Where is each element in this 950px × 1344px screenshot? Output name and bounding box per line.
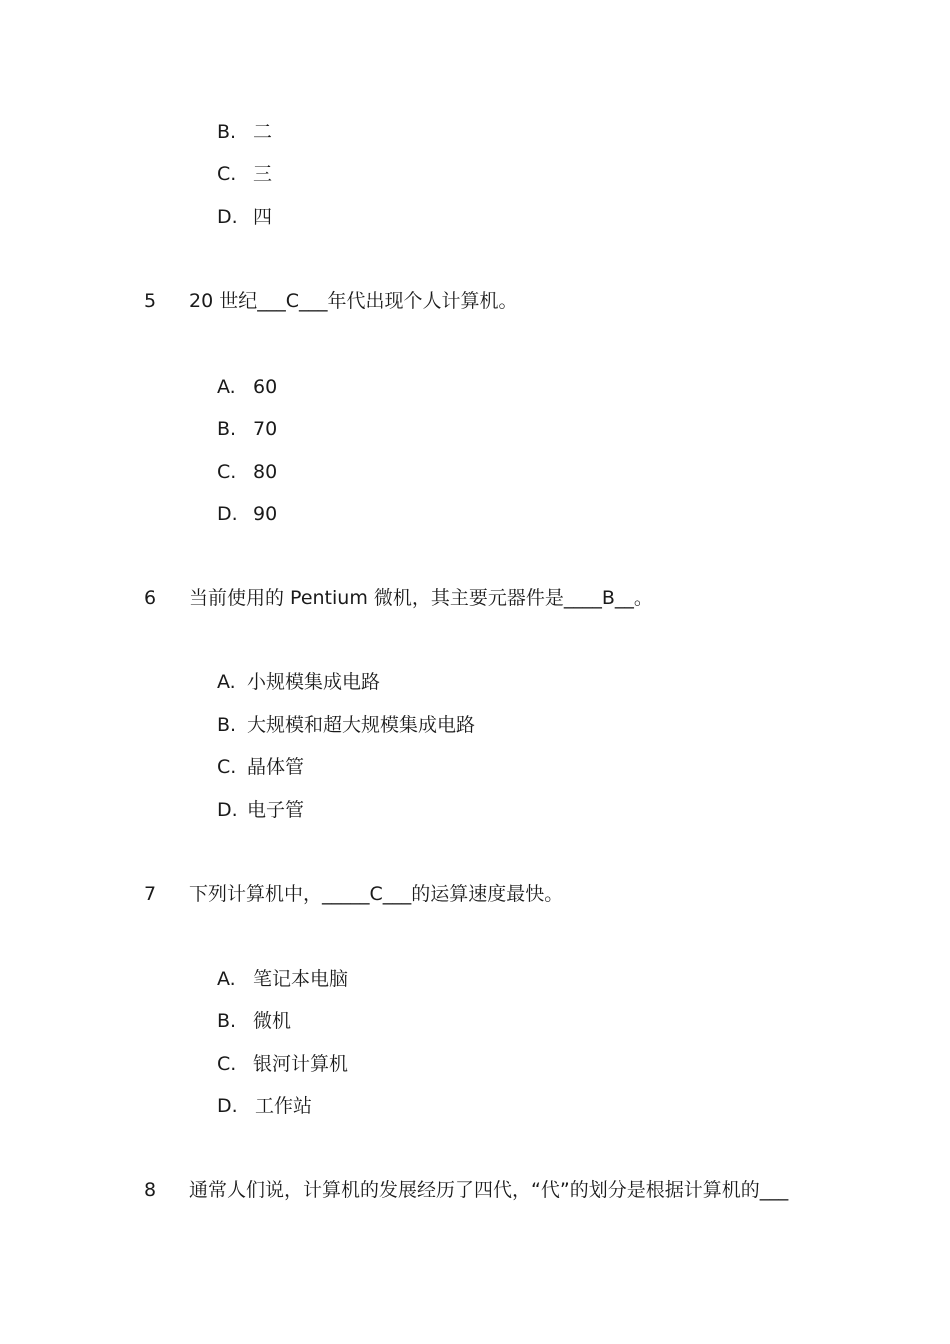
option-text: 晶体管 (247, 756, 305, 778)
question-text: 20 世纪___C___年代出现个人计算机。 (189, 290, 518, 312)
option-label: C. (217, 756, 237, 778)
option-text: 工作站 (255, 1095, 313, 1117)
option-label: D. (217, 206, 238, 228)
option-text: 银河计算机 (253, 1053, 349, 1075)
option-text: 四 (253, 206, 273, 228)
option-text: 60 (253, 376, 278, 398)
option-label: B. (217, 714, 237, 736)
option-text: 小规模集成电路 (247, 671, 381, 693)
option-text: 80 (253, 461, 278, 483)
option-label: C. (217, 163, 237, 185)
question-text: 当前使用的 Pentium 微机，其主要元器件是____B__。 (189, 587, 653, 609)
option-text: 70 (253, 418, 278, 440)
question-text: 下列计算机中，_____C___的运算速度最快。 (189, 883, 564, 905)
option-label: A. (217, 671, 236, 693)
question-text: 通常人们说，计算机的发展经历了四代，“代”的划分是根据计算机的___ (189, 1179, 789, 1201)
option-label: A. (217, 376, 236, 398)
option-label: B. (217, 1010, 237, 1032)
option-label: D. (217, 1095, 238, 1117)
option-text: 三 (253, 163, 273, 185)
option-text: 微机 (253, 1010, 292, 1032)
option-label: A. (217, 968, 236, 990)
question-number: 5 (144, 290, 157, 312)
question-number: 7 (144, 883, 157, 905)
option-text: 电子管 (247, 799, 305, 821)
option-label: C. (217, 1053, 237, 1075)
option-text: 二 (253, 121, 273, 143)
option-label: B. (217, 121, 237, 143)
option-label: D. (217, 799, 238, 821)
option-label: D. (217, 503, 238, 525)
question-number: 6 (144, 587, 157, 609)
option-text: 大规模和超大规模集成电路 (247, 714, 476, 736)
option-text: 90 (253, 503, 278, 525)
option-label: B. (217, 418, 237, 440)
question-number: 8 (144, 1179, 157, 1201)
option-label: C. (217, 461, 237, 483)
option-text: 笔记本电脑 (253, 968, 349, 990)
